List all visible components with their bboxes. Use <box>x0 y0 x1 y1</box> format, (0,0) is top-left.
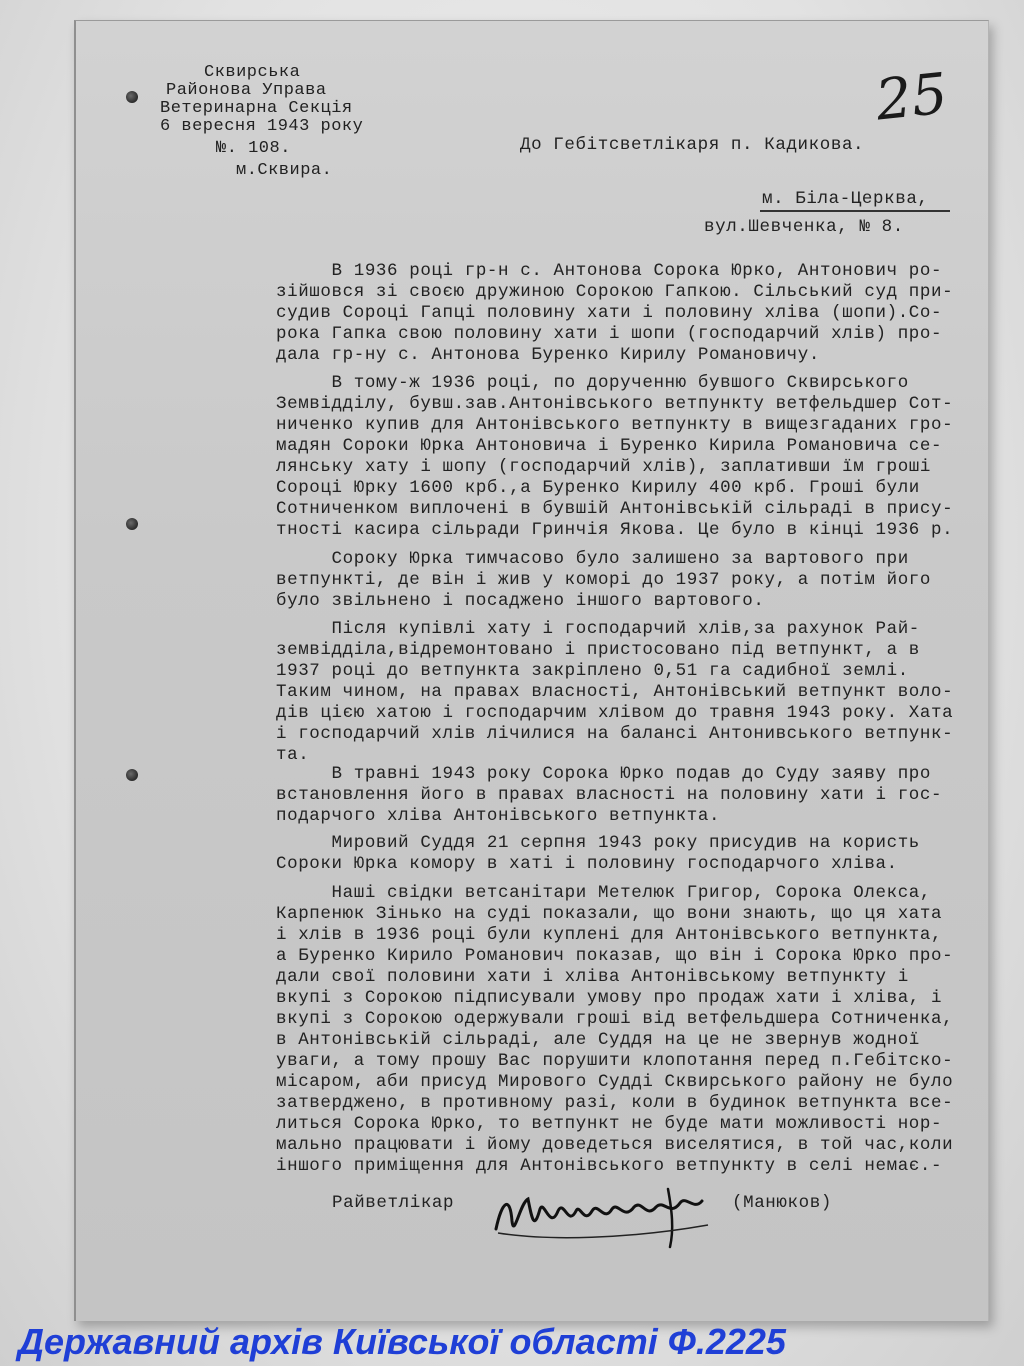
body-line: ветпункті, де він і жив у коморі до 1937 року, а потім його <box>276 570 932 590</box>
body-line: земвідділа,відремонтовано і пристосовано під ветпункт, а в <box>276 640 920 660</box>
body-line: було звільнено і посаджено іншого вартового. <box>276 591 765 611</box>
body-line: литься Сорока Юрко, то ветпункт не буде мати можливості нор- <box>276 1114 943 1134</box>
body-line: мадян Сороки Юрка Антоновича і Буренко Кирила Романовича се- <box>276 436 943 456</box>
header-line: Сквирська <box>204 63 301 82</box>
body-line: 1937 році до ветпункта закріплено 0,51 га садибної землі. <box>276 661 909 681</box>
signatory-name: (Манюков) <box>732 1193 832 1213</box>
body-line: Після купівлі хату і господарчий хлів,за рахунок Рай- <box>276 619 920 639</box>
punch-hole <box>126 769 138 781</box>
recipient-line: До Гебітсветлікаря п. Кадикова. <box>520 135 865 155</box>
header-line: 6 вересня 1943 року <box>160 117 364 136</box>
body-line: зійшовся зі своєю дружиною Сорокою Гапкою. Сільський суд при- <box>276 282 954 302</box>
body-line: ниченко купив для Антонівського ветпункту в вищезгаданих гро- <box>276 415 954 435</box>
body-line: Таким чином, на правах власності, Антонівський ветпункт воло- <box>276 682 954 702</box>
body-line: і хлів в 1936 році були куплені для Антонівського ветпункта, <box>276 925 943 945</box>
body-line: В травні 1943 року Сорока Юрко подав до Суду заяву про <box>276 764 932 784</box>
body-line: Земвідділу, бувш.зав.Антонівського ветпункту ветфельдшер Сот- <box>276 394 954 414</box>
body-line: і господарчий хлів лічилися на балансі Антонивського ветпунк- <box>276 724 954 744</box>
signatory-title: Райветлікар <box>332 1193 455 1213</box>
body-line: іншого приміщення для Антонівського ветпункту в селі немає.- <box>276 1156 943 1176</box>
body-line: дала гр-ну с. Антонова Буренко Кирилу Романовичу. <box>276 345 820 365</box>
archive-caption: Державний архів Київської області Ф.2225 <box>18 1321 786 1362</box>
body-line: а Буренко Кирило Романович показав, що він і Сорока Юрко про- <box>276 946 954 966</box>
body-line: судив Сороці Гапці половину хати і половину хліва (шопи).Со- <box>276 303 943 323</box>
body-line: дали свої половини хати і хліва Антонівському ветпункту і <box>276 967 909 987</box>
recipient-street: вул.Шевченка, № 8. <box>704 217 904 237</box>
body-line: встановлення його в правах власності на половину хати і гос- <box>276 785 943 805</box>
underline <box>760 210 950 212</box>
body-line: лянську хату і шопу (господарчий хлів), заплативши їм гроші <box>276 457 932 477</box>
body-line: Сороки Юрка комору в хаті і половину господарчого хліва. <box>276 854 898 874</box>
folio-number: 25 <box>872 61 951 134</box>
handwritten-signature <box>488 1181 718 1251</box>
body-line: В тому-ж 1936 році, по дорученню бувшого Сквирського <box>276 373 909 393</box>
recipient-city: м. Біла-Церква, <box>762 189 929 209</box>
body-line: затверджено, в противному разі, коли в будинок ветпункта все- <box>276 1093 954 1113</box>
document-number: №. 108. <box>216 139 291 158</box>
punch-hole <box>126 91 138 103</box>
body-line: Карпенюк Зінько на суді показали, що вони знають, що ця хата <box>276 904 943 924</box>
body-line: мально працювати і йому доведеться виселятися, в той час,коли <box>276 1135 954 1155</box>
body-line: в Антонівській сільраді, але Суддя на це не звернув жодної <box>276 1030 920 1050</box>
body-line: уваги, а тому прошу Вас порушити клопотання перед п.Гебітско- <box>276 1051 954 1071</box>
body-line: рока Гапка свою половину хати і шопи (господарчий хлів) про- <box>276 324 943 344</box>
body-line: вкупі з Сорокою одержували гроші від ветфельдшера Сотниченка, <box>276 1009 954 1029</box>
body-line: подарчого хліва Антонівського ветпункта. <box>276 806 721 826</box>
header-line: Районова Управа <box>166 81 327 100</box>
body-line: Мировий Суддя 21 серпня 1943 року присудив на користь <box>276 833 920 853</box>
body-line: дів цією хатою і господарчим хлівом до травня 1943 року. Хата <box>276 703 954 723</box>
body-line: Сороці Юрку 1600 крб.,а Буренко Кирилу 400 крб. Гроші були <box>276 478 920 498</box>
body-line: Сотниченком виплочені в бувшій Антонівській сільраді в прису- <box>276 499 954 519</box>
body-line: Сороку Юрка тимчасово було залишено за вартового при <box>276 549 909 569</box>
body-line: тності касира сільради Гринчія Якова. Це було в кінці 1936 р. <box>276 520 954 540</box>
body-line: Наші свідки ветсанітари Метелюк Григор, Сорока Олекса, <box>276 883 932 903</box>
body-line: місаром, аби присуд Мирового Судді Сквирського району не було <box>276 1072 954 1092</box>
body-line: В 1936 році гр-н с. Антонова Сорока Юрко, Антонович ро- <box>276 261 943 281</box>
header-line: м.Сквира. <box>236 161 333 180</box>
punch-hole <box>126 518 138 530</box>
document-page <box>74 20 989 1321</box>
header-line: Ветеринарна Секція <box>160 99 353 118</box>
body-line: вкупі з Сорокою підписували умову про продаж хати і хліва, і <box>276 988 943 1008</box>
body-line: та. <box>276 745 310 765</box>
